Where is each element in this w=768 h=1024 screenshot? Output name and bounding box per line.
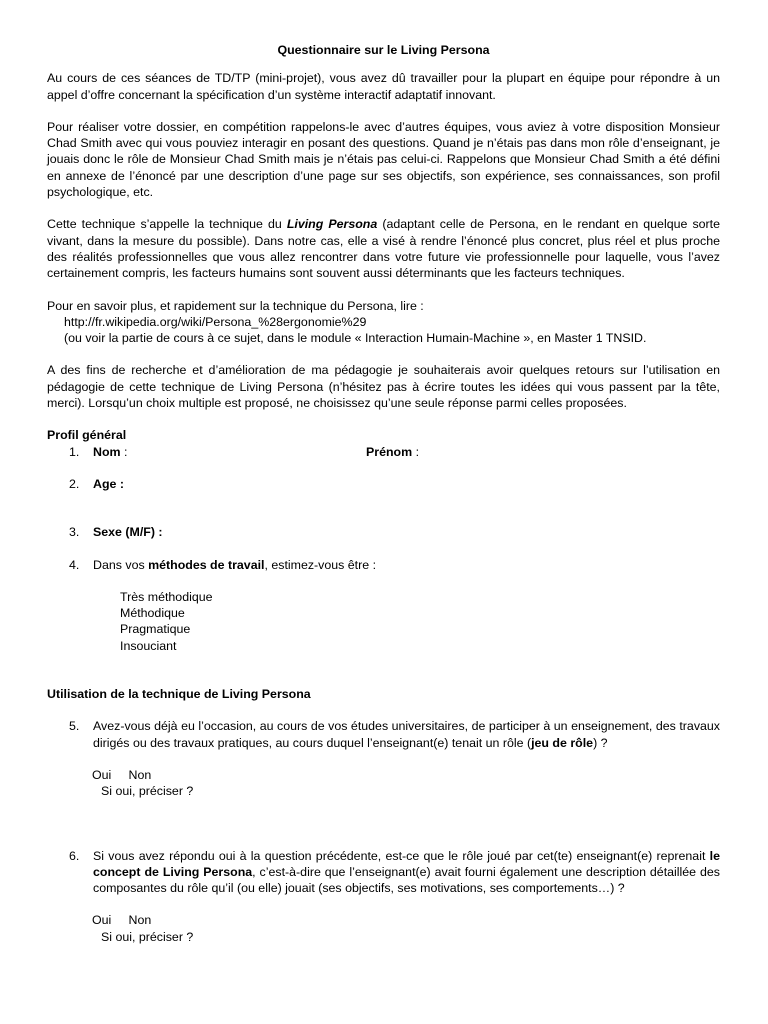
research-paragraph: A des fins de recherche et d’amélioration de ma pédagogie je souhaiterais avoir quelques retours sur l’utilisation en pédagogie de cette technique de Living Persona (n’hésitez pas à écrire toutes les idées qui vous passent par la tête, merci). Lorsqu’un choix multiple est proposé, ne choisissez qu’une seule réponse parmi celles proposées.	[47, 363, 720, 411]
intro-paragraph-3: Cette technique s’appelle la technique du Living Persona (adaptant celle de Persona, en le rendant en quelque sorte vivant, dans la mesure du possible). Dans notre cas, elle a visé à rendre l’énoncé plus concret, plus réel et plus proche des réalités professionnelles que vous allez rencontrer dans votre future vie professionnelle pour laquelle, vous l’avez certainement compris, les facteurs humains sont souvent aussi déterminants que les facteurs techniques.	[47, 217, 720, 281]
age-field[interactable]: Age :	[93, 476, 124, 491]
document-title: Questionnaire sur le Living Persona	[277, 43, 490, 57]
question-6: 6. Si vous avez répondu oui à la question précédente, est-ce que le rôle joué par cet(te) enseignant(e) reprenait le concept de Living Persona, c’est-à-dire que l’enseignant(e) avait fourni également une description détaillée des composantes du rôle qu’il (ou elle) jouait (ses objectifs, ses motivations, ses comportements…) ?	[69, 848, 720, 896]
section-heading-profile: Profil général	[47, 428, 127, 443]
q5-precise[interactable]: Si oui, préciser ?	[101, 784, 194, 799]
q5-yes-no	[47, 767, 720, 783]
q6-non[interactable]: Non	[128, 913, 152, 928]
course-note: (ou voir la partie de cours à ce sujet, dans le module « Interaction Humain-Machine », en Master 1 TNSID.	[64, 331, 647, 346]
prenom-field[interactable]: Prénom :	[366, 444, 420, 459]
section-heading-living-persona: Utilisation de la technique de Living Persona	[47, 687, 311, 702]
question-5: 5. Avez-vous déjà eu l’occasion, au cours de vos études universitaires, de participer à un enseignement, des travaux dirigés ou des travaux pratiques, au cours duquel l’enseignant(e) tenait un rôle (jeu de rôle) ?	[69, 719, 720, 750]
question-4: 4. Dans vos méthodes de travail, estimez-vous être :	[69, 557, 377, 572]
q6-oui[interactable]: Oui	[92, 913, 112, 928]
document-page	[47, 42, 720, 945]
option-tres-methodique[interactable]: Très méthodique	[120, 589, 213, 604]
living-persona-emphasis: Living Persona	[286, 217, 378, 232]
nom-field[interactable]: Nom :	[93, 444, 128, 459]
work-method-options	[47, 589, 720, 654]
more-info-line: Pour en savoir plus, et rapidement sur la technique du Persona, lire :	[47, 298, 424, 313]
option-pragmatique[interactable]: Pragmatique	[120, 622, 191, 637]
q6-precise[interactable]: Si oui, préciser ?	[101, 929, 194, 944]
option-methodique[interactable]: Méthodique	[120, 606, 185, 621]
question-3: 3. Sexe (M/F) :	[69, 525, 163, 540]
question-1: 1. Nom : Prénom :	[69, 444, 420, 459]
sexe-field[interactable]: Sexe (M/F) :	[93, 525, 163, 540]
q5-non[interactable]: Non	[128, 767, 152, 782]
q6-yes-no	[47, 912, 720, 928]
q5-oui[interactable]: Oui	[92, 767, 112, 782]
wikipedia-link[interactable]: http://fr.wikipedia.org/wiki/Persona_%28ergonomie%29	[64, 314, 367, 329]
question-2: 2. Age :	[69, 476, 124, 491]
intro-paragraph-1: Au cours de ces séances de TD/TP (mini-projet), vous avez dû travailler pour la plupart en équipe pour répondre à un appel d’offre concernant la spécification d’un système interactif adaptatif innovant.	[47, 71, 720, 102]
intro-paragraph-2: Pour réaliser votre dossier, en compétition rappelons-le avec d’autres équipes, vous aviez à votre disposition Monsieur Chad Smith avec qui vous pouviez interagir en posant des questions. Quand je n’étais pas dans mon rôle d’enseignant, je jouais donc le rôle de Monsieur Chad Smith mais je n’étais pas celui-ci. Rappelons que Monsieur Chad Smith a été défini en annexe de l’énoncé par une description d’une page sur ses objectifs, son expérience, ses connaissances, son profil psychologique, etc.	[47, 119, 720, 200]
option-insouciant[interactable]: Insouciant	[120, 638, 177, 653]
